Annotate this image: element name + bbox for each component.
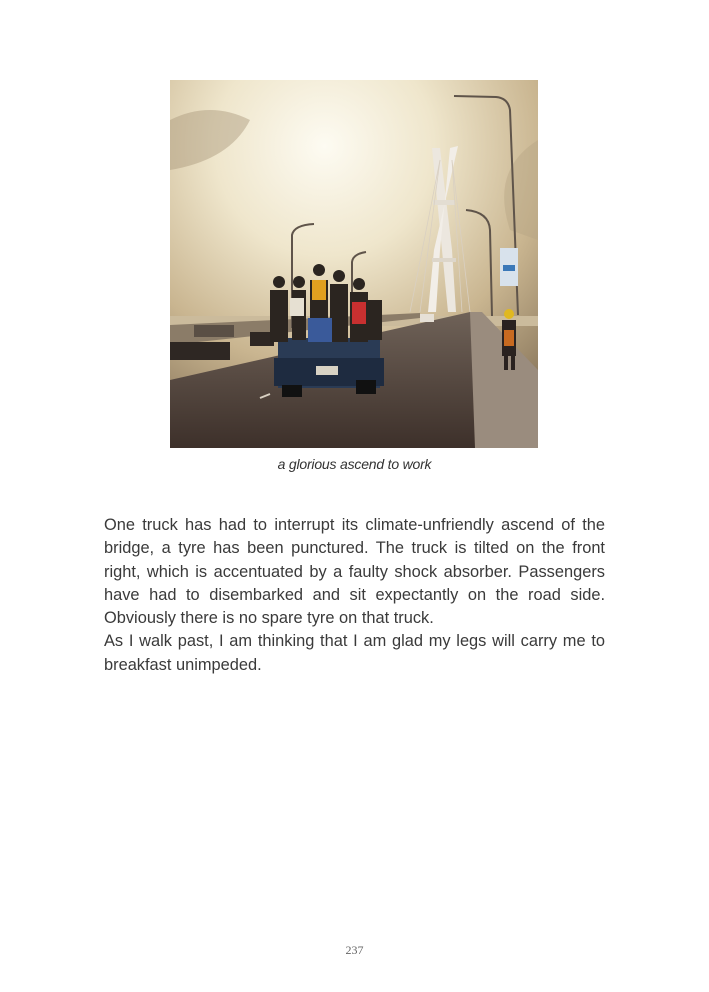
page-number: 237 <box>345 943 364 957</box>
bridge-photo <box>170 80 538 448</box>
figure-caption: a glorious ascend to work <box>277 456 432 472</box>
body-text <box>104 514 605 677</box>
paragraph-1: One truck has had to interrupt its climate-unfriendly ascend of the bridge, a tyre has been punctured. The truck is tilted on the front right, which is accentuated by a faulty shock absorber. Passengers have had to disembarked and sit expectantly on the road side. Obviously there is no spare tyre on that truck. <box>104 516 605 628</box>
paragraph-2: As I walk past, I am thinking that I am glad my legs will carry me to breakfast unimpeded. <box>104 632 605 674</box>
